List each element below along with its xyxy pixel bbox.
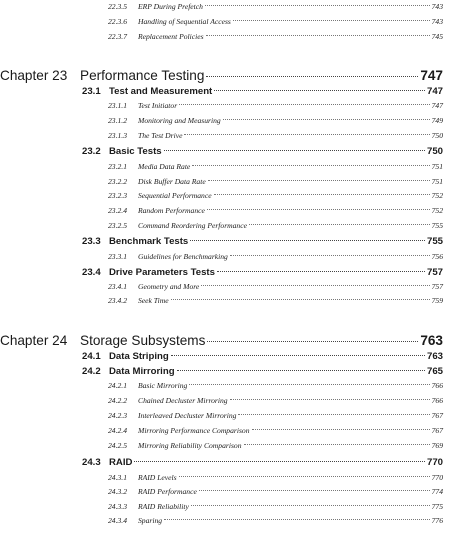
dot-leader — [189, 384, 429, 385]
entry-title: Guidelines for Benchmarking — [138, 252, 228, 261]
entry-page-number: 769 — [431, 441, 443, 450]
dot-leader — [191, 505, 430, 506]
entry-page-number: 750 — [431, 131, 443, 140]
toc-section-entry — [0, 86, 443, 97]
dot-leader — [164, 519, 430, 520]
dot-leader — [206, 76, 418, 77]
entry-title: Data Striping — [109, 351, 169, 362]
entry-number: 24.2.1 — [108, 381, 127, 390]
entry-title: RAID — [109, 457, 133, 468]
entry-page-number: 752 — [431, 206, 443, 215]
entry-title: Test Initiator — [138, 101, 178, 110]
entry-number: 24.3.2 — [108, 487, 127, 496]
entry-number: 24.1 — [82, 351, 101, 362]
toc-section-entry — [0, 457, 443, 468]
toc-subsection-entry — [0, 32, 443, 41]
entry-number: 24.2.4 — [108, 426, 127, 435]
entry-page-number: 745 — [431, 32, 443, 41]
entry-number: 24.2.3 — [108, 411, 127, 420]
entry-title: Data Mirroring — [109, 366, 175, 377]
toc-subsection-entry — [0, 206, 443, 215]
entry-page-number: 767 — [431, 426, 443, 435]
entry-title: Handling of Sequential Access — [138, 17, 231, 26]
dot-leader — [244, 444, 430, 445]
toc-subsection-entry — [0, 516, 443, 525]
dot-leader — [179, 476, 430, 477]
toc-subsection-entry — [0, 411, 443, 420]
dot-leader — [252, 429, 430, 430]
entry-number: 23.4 — [82, 267, 101, 278]
dot-leader — [134, 461, 425, 462]
toc-subsection-entry — [0, 396, 443, 405]
entry-number: Chapter 23 — [0, 68, 68, 83]
entry-page-number: 749 — [431, 116, 443, 125]
toc-subsection-entry — [0, 473, 443, 482]
dot-leader — [230, 255, 430, 256]
entry-title: RAID Performance — [138, 487, 197, 496]
entry-title: Basic Mirroring — [138, 381, 188, 390]
entry-number: 23.1.2 — [108, 116, 127, 125]
entry-number: 23.3 — [82, 236, 101, 247]
entry-title: RAID Levels — [138, 473, 177, 482]
entry-title: Benchmark Tests — [109, 236, 189, 247]
toc-subsection-entry — [0, 2, 443, 11]
entry-title: RAID Reliability — [138, 502, 189, 511]
dot-leader — [207, 209, 430, 210]
toc-subsection-entry — [0, 131, 443, 140]
entry-number: 22.3.6 — [108, 17, 127, 26]
dot-leader — [184, 134, 429, 135]
dot-leader — [201, 285, 429, 286]
entry-title: Command Reordering Performance — [138, 221, 247, 230]
entry-page-number: 770 — [426, 457, 443, 468]
entry-title: Monitoring and Measuring — [138, 116, 221, 125]
entry-page-number: 757 — [431, 282, 443, 291]
entry-number: 23.2.5 — [108, 221, 127, 230]
toc-subsection-entry — [0, 17, 443, 26]
entry-page-number: 752 — [431, 191, 443, 200]
entry-title: Disk Buffer Data Rate — [138, 177, 206, 186]
entry-number: 23.1 — [82, 86, 101, 97]
entry-number: 24.2 — [82, 366, 101, 377]
entry-number: 24.2.2 — [108, 396, 127, 405]
dot-leader — [190, 240, 425, 241]
entry-title: Mirroring Performance Comparison — [138, 426, 250, 435]
entry-page-number: 766 — [431, 396, 443, 405]
entry-number: 23.2.4 — [108, 206, 127, 215]
entry-title: Sequential Performance — [138, 191, 212, 200]
dot-leader — [217, 271, 425, 272]
dot-leader — [214, 90, 425, 91]
toc-subsection-entry — [0, 101, 443, 110]
entry-page-number: 756 — [431, 252, 443, 261]
entry-page-number: 765 — [426, 366, 443, 377]
entry-title: Random Performance — [138, 206, 205, 215]
entry-title: Test and Measurement — [109, 86, 213, 97]
toc-subsection-entry — [0, 441, 443, 450]
dot-leader — [223, 119, 430, 120]
entry-title: Media Data Rate — [138, 162, 191, 171]
dot-leader — [249, 224, 430, 225]
entry-page-number: 775 — [431, 502, 443, 511]
entry-number: 23.4.2 — [108, 296, 127, 305]
dot-leader — [214, 194, 430, 195]
entry-number: 23.2.3 — [108, 191, 127, 200]
entry-title: Geometry and More — [138, 282, 200, 291]
entry-number: 24.3.3 — [108, 502, 127, 511]
entry-title: ERP During Prefetch — [138, 2, 203, 11]
entry-number: 24.3 — [82, 457, 101, 468]
entry-number: 23.1.3 — [108, 131, 127, 140]
dot-leader — [230, 399, 430, 400]
entry-title: Chained Decluster Mirroring — [138, 396, 228, 405]
dot-leader — [164, 150, 425, 151]
dot-leader — [192, 165, 429, 166]
entry-page-number: 757 — [426, 267, 443, 278]
entry-page-number: 751 — [431, 177, 443, 186]
toc-subsection-entry — [0, 426, 443, 435]
toc-section-entry — [0, 236, 443, 247]
entry-page-number: 759 — [431, 296, 443, 305]
entry-number: 23.4.1 — [108, 282, 127, 291]
toc-subsection-entry — [0, 381, 443, 390]
entry-page-number: 755 — [426, 236, 443, 247]
entry-title: Storage Subsystems — [80, 333, 206, 348]
entry-number: 24.2.5 — [108, 441, 127, 450]
toc-subsection-entry — [0, 252, 443, 261]
entry-page-number: 770 — [431, 473, 443, 482]
dot-leader — [238, 414, 429, 415]
dot-leader — [206, 35, 430, 36]
dot-leader — [177, 370, 425, 371]
entry-number: 24.3.4 — [108, 516, 127, 525]
entry-number: 24.3.1 — [108, 473, 127, 482]
entry-page-number: 750 — [426, 146, 443, 157]
toc-subsection-entry — [0, 116, 443, 125]
toc-subsection-entry — [0, 282, 443, 291]
entry-number: 23.3.1 — [108, 252, 127, 261]
dot-leader — [179, 104, 429, 105]
dot-leader — [171, 355, 425, 356]
dot-leader — [171, 299, 430, 300]
dot-leader — [205, 5, 430, 6]
toc-section-entry — [0, 146, 443, 157]
toc-section-entry — [0, 267, 443, 278]
dot-leader — [199, 490, 430, 491]
entry-page-number: 747 — [426, 86, 443, 97]
toc-subsection-entry — [0, 487, 443, 496]
entry-number: 22.3.5 — [108, 2, 127, 11]
toc-chapter-entry — [0, 68, 443, 83]
toc-subsection-entry — [0, 502, 443, 511]
entry-title: Seek Time — [138, 296, 169, 305]
entry-title: The Test Drive — [138, 131, 183, 140]
dot-leader — [233, 20, 430, 21]
toc-subsection-entry — [0, 162, 443, 171]
entry-page-number: 755 — [431, 221, 443, 230]
entry-page-number: 767 — [431, 411, 443, 420]
toc-section-entry — [0, 366, 443, 377]
entry-page-number: 747 — [420, 68, 443, 83]
toc-subsection-entry — [0, 221, 443, 230]
toc-subsection-entry — [0, 296, 443, 305]
entry-number: Chapter 24 — [0, 333, 68, 348]
entry-page-number: 763 — [420, 333, 443, 348]
entry-number: 23.1.1 — [108, 101, 127, 110]
toc-section-entry — [0, 351, 443, 362]
entry-title: Mirroring Reliability Comparison — [138, 441, 242, 450]
entry-page-number: 776 — [431, 516, 443, 525]
entry-page-number: 747 — [431, 101, 443, 110]
dot-leader — [207, 341, 418, 342]
toc-subsection-entry — [0, 191, 443, 200]
entry-page-number: 774 — [431, 487, 443, 496]
toc-subsection-entry — [0, 177, 443, 186]
entry-number: 23.2.1 — [108, 162, 127, 171]
entry-number: 23.2 — [82, 146, 101, 157]
entry-page-number: 763 — [426, 351, 443, 362]
entry-number: 23.2.2 — [108, 177, 127, 186]
dot-leader — [208, 180, 430, 181]
entry-title: Sparing — [138, 516, 163, 525]
entry-page-number: 766 — [431, 381, 443, 390]
entry-title: Drive Parameters Tests — [109, 267, 215, 278]
entry-title: Performance Testing — [80, 68, 205, 83]
entry-title: Basic Tests — [109, 146, 162, 157]
entry-title: Replacement Policies — [138, 32, 204, 41]
toc-chapter-entry — [0, 333, 443, 348]
entry-page-number: 743 — [431, 17, 443, 26]
entry-title: Interleaved Decluster Mirroring — [138, 411, 237, 420]
entry-page-number: 743 — [431, 2, 443, 11]
entry-number: 22.3.7 — [108, 32, 127, 41]
entry-page-number: 751 — [431, 162, 443, 171]
